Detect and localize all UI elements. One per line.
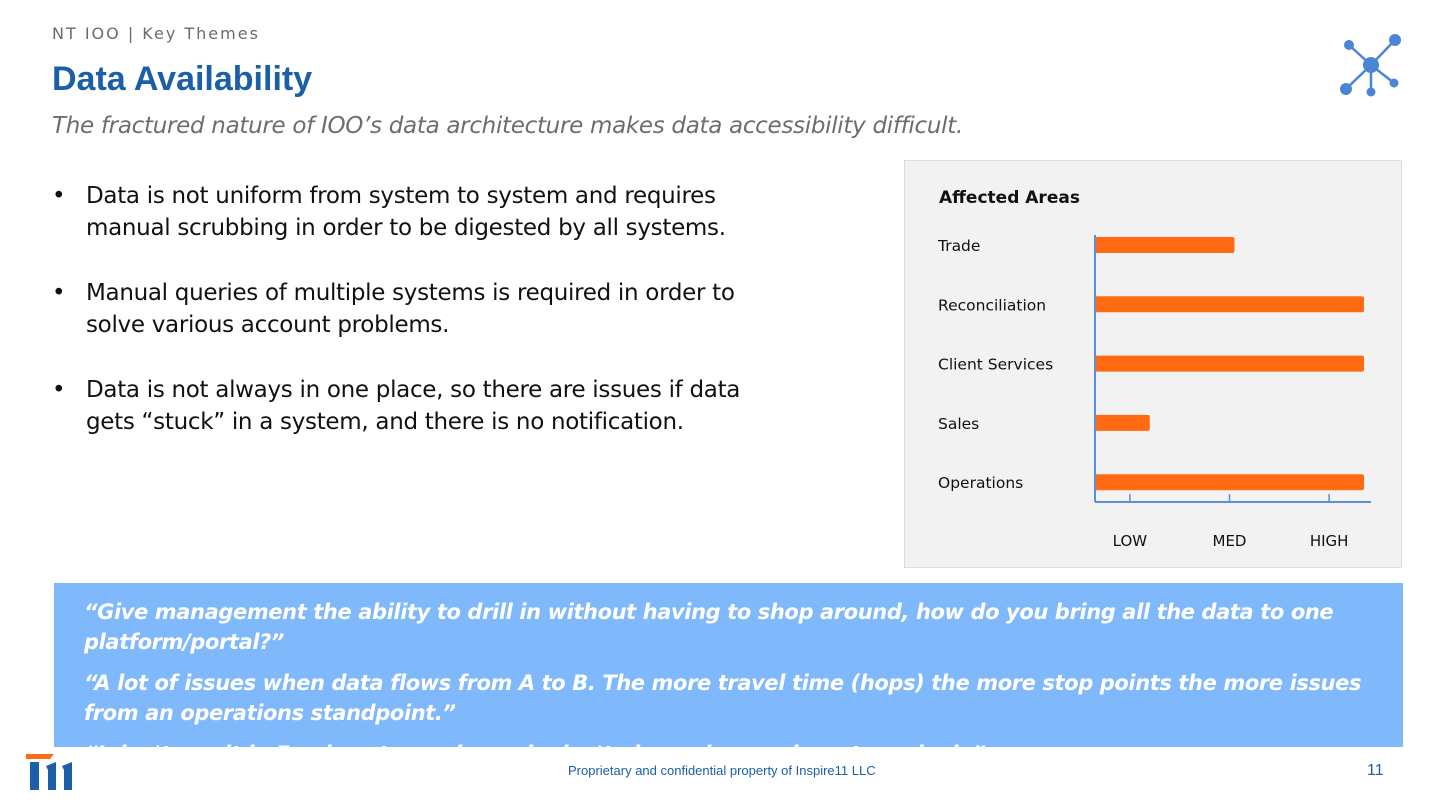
bullet-text: Manual queries of multiple systems is required in order to solve various account problems. (86, 280, 735, 338)
category-label: Trade (938, 237, 981, 255)
quote-text: “Give management the ability to drill in without having to shop around, how do you bring all the data to one platform/portal?” (84, 600, 1334, 654)
footer-text: Proprietary and confidential property of Inspire11 LLC (568, 763, 876, 778)
x-tick-label: LOW (1112, 532, 1148, 550)
bullet-glyph: • (52, 377, 66, 403)
bullet-list (52, 180, 752, 471)
affected-areas-panel (904, 160, 1402, 568)
bullet-item (52, 374, 752, 438)
page-number: 11 (1367, 762, 1384, 779)
bullet-glyph: • (52, 280, 66, 306)
bullet-text: Data is not always in one place, so there are issues if data gets “stuck” in a system, and there is no notification. (86, 377, 741, 435)
slide-kicker: NT IOO | Key Themes (52, 24, 260, 43)
quote-text: “A lot of issues when data flows from A to B. The more travel time (hops) the more stop points the more issues from an operations standpoint.” (84, 671, 1362, 725)
affected-areas-chart (905, 161, 1403, 569)
network-icon (1336, 32, 1406, 98)
category-label: Sales (938, 414, 980, 433)
slide-title: Data Availability (52, 60, 313, 98)
bar (1095, 356, 1364, 372)
category-label: Reconciliation (938, 296, 1047, 315)
x-tick-label: MED (1212, 532, 1247, 550)
bar (1095, 474, 1364, 490)
bar (1095, 296, 1364, 312)
bullet-item (52, 277, 752, 341)
quote-text: “I don't see it in Fundmaster and people don't always know where to go look.” (84, 742, 986, 766)
quote-box (54, 583, 1403, 766)
category-label: Operations (938, 474, 1024, 493)
bar (1095, 415, 1150, 431)
bar (1095, 237, 1234, 253)
bullet-item (52, 180, 752, 244)
chart-title: Affected Areas (939, 188, 1080, 208)
slide-subtitle: The fractured nature of IOO’s data architecture makes data accessibility difficult. (52, 113, 963, 139)
inspire11-logo (24, 752, 80, 792)
bullet-text: Data is not uniform from system to system and requires manual scrubbing in order to be digested by all systems. (86, 183, 726, 241)
bullet-glyph: • (52, 183, 66, 209)
x-tick-label: HIGH (1309, 532, 1349, 550)
category-label: Client Services (938, 355, 1054, 374)
